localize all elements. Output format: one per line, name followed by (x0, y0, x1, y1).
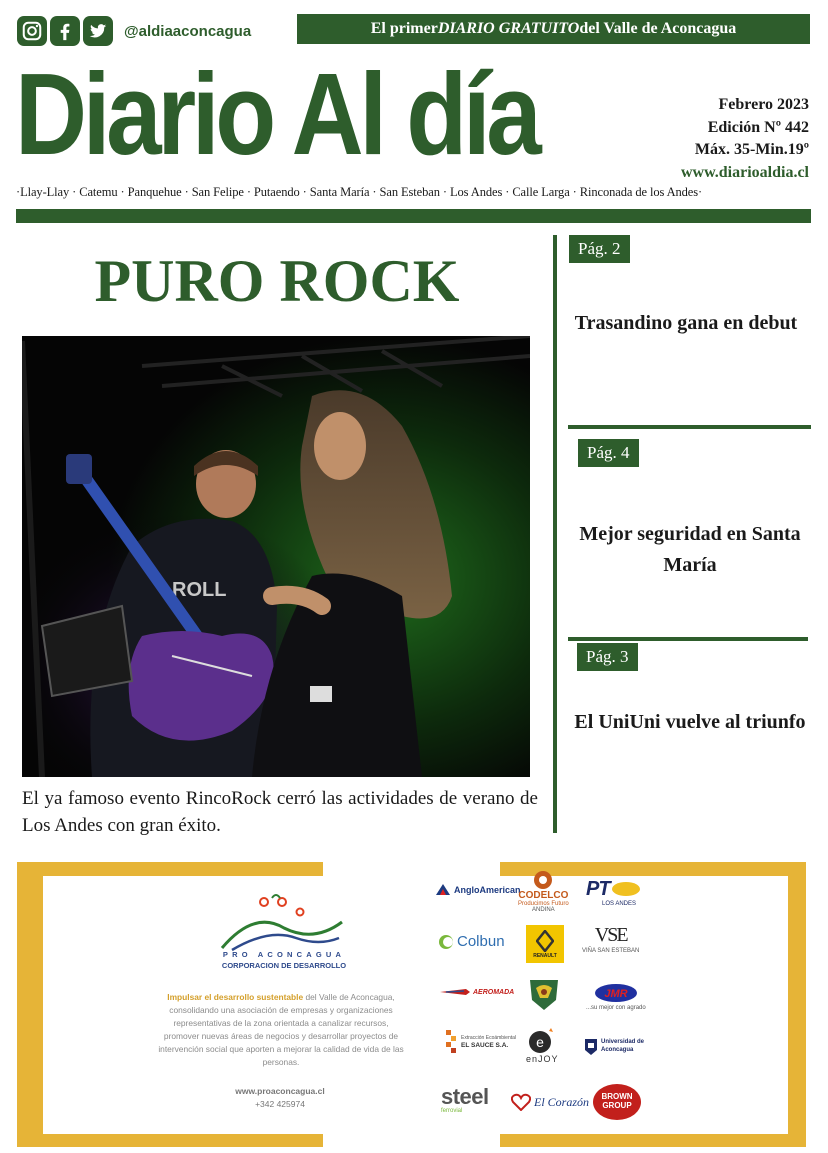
facebook-icon[interactable] (50, 16, 80, 46)
edition-date: Febrero 2023 (718, 96, 809, 113)
logo-vina-san-esteban: VSE VIÑA SAN ESTEBAN (582, 924, 640, 954)
logo-el-corazon: El Corazón (511, 1093, 589, 1111)
pro-desc-text: del Valle de Aconcagua, consolidando una asociación de empresas y organizaciones representativas de la zona orientada a canalizar recursos, promover nuevas áreas de negocios y desarrollar proyectos de intervención social que aporten a mejorar la calidad de vida de las personas. (158, 992, 404, 1068)
logo-aerovial: AEROMADA (440, 987, 514, 997)
pro-aconcagua-phone: +342 425974 (255, 1099, 305, 1109)
pro-desc-bold: Impulsar el desarrollo sustentable (167, 992, 304, 1002)
sidebar-headline-1[interactable]: Trasandino gana en debut (574, 312, 798, 334)
pro-aconcagua-website[interactable]: www.proaconcagua.cl (235, 1086, 325, 1096)
logo-jmr: JMR ...su mejor con agrado (586, 983, 646, 1011)
website-link[interactable]: www.diarioaldia.cl (680, 164, 809, 182)
photo-caption: El ya famoso evento RincoRock cerró las actividades de verano de Los Andes con gran éxito. (22, 788, 538, 836)
sidebar-headline-3[interactable]: El UniUni vuelve al triunfo (574, 711, 806, 733)
tagline-emphasis: DIARIO GRATUITO (437, 20, 580, 37)
cover-photo (22, 336, 530, 777)
logo-renault: RENAULT (526, 925, 564, 963)
sidebar-divider-1 (568, 425, 811, 429)
instagram-icon[interactable] (17, 16, 47, 46)
logo-colbun: Colbun (438, 933, 505, 950)
header-divider (16, 209, 811, 223)
pro-aconcagua-subtitle: CORPORACION DE DESARROLLO (221, 961, 347, 970)
column-divider (553, 235, 557, 833)
social-bar (17, 16, 251, 46)
tagline-banner (297, 14, 810, 44)
logo-universidad-aconcagua: Universidad de Aconcagua (584, 1038, 663, 1056)
weather-info: Máx. 35-Min.19º (694, 141, 809, 159)
logo-brown-group: BROWN GROUP (593, 1084, 641, 1120)
pt-swoosh-icon (612, 882, 640, 896)
logo-el-sauce: Extracción Ecoámbiental EL SAUCE S.A. (446, 1030, 516, 1054)
sidebar-divider-2 (568, 637, 808, 641)
pro-aconcagua-name: PRO ACONCAGUA (222, 950, 346, 959)
svg-text:e: e (536, 1034, 545, 1050)
page-ref-3[interactable]: Pág. 3 (577, 643, 638, 671)
masthead-title: Diario Al día (15, 49, 538, 179)
twitter-icon[interactable] (83, 16, 113, 46)
main-headline: PURO ROCK (94, 248, 460, 314)
edition-info (681, 94, 809, 185)
logo-eagle-crest (526, 978, 562, 1012)
logo-steel: steel ferrovial (441, 1084, 489, 1114)
tagline-end: del Valle de Aconcagua (579, 20, 737, 37)
logo-angloamerican: AngloAmerican (435, 883, 521, 897)
logo-codelco: CODELCO Producimos Futuro ANDINA (518, 870, 569, 913)
svg-text:ROLL: ROLL (172, 579, 227, 601)
towns-list: ·Llay-Llay · Catemu · Panquehue · San Felipe · Putaendo · Santa María · San Esteban · Los Andes · Calle Larga · Rinconada de los Andes· (16, 185, 703, 199)
social-handle[interactable]: @aldiaaconcagua (124, 22, 252, 40)
tagline-start: El primer (370, 20, 438, 37)
page-ref-4[interactable]: Pág. 4 (578, 439, 639, 467)
logo-pt-los-andes: PT LOS ANDES (586, 878, 637, 907)
logo-enjoy: e enJOY (526, 1026, 559, 1064)
svg-text:JMR: JMR (604, 988, 628, 1000)
pro-aconcagua-description (155, 991, 407, 1069)
edition-number: Edición Nº 442 (707, 118, 809, 136)
sidebar-headline-2[interactable]: Mejor seguridad en Santa María (579, 523, 801, 576)
page-ref-2[interactable]: Pág. 2 (569, 235, 630, 263)
